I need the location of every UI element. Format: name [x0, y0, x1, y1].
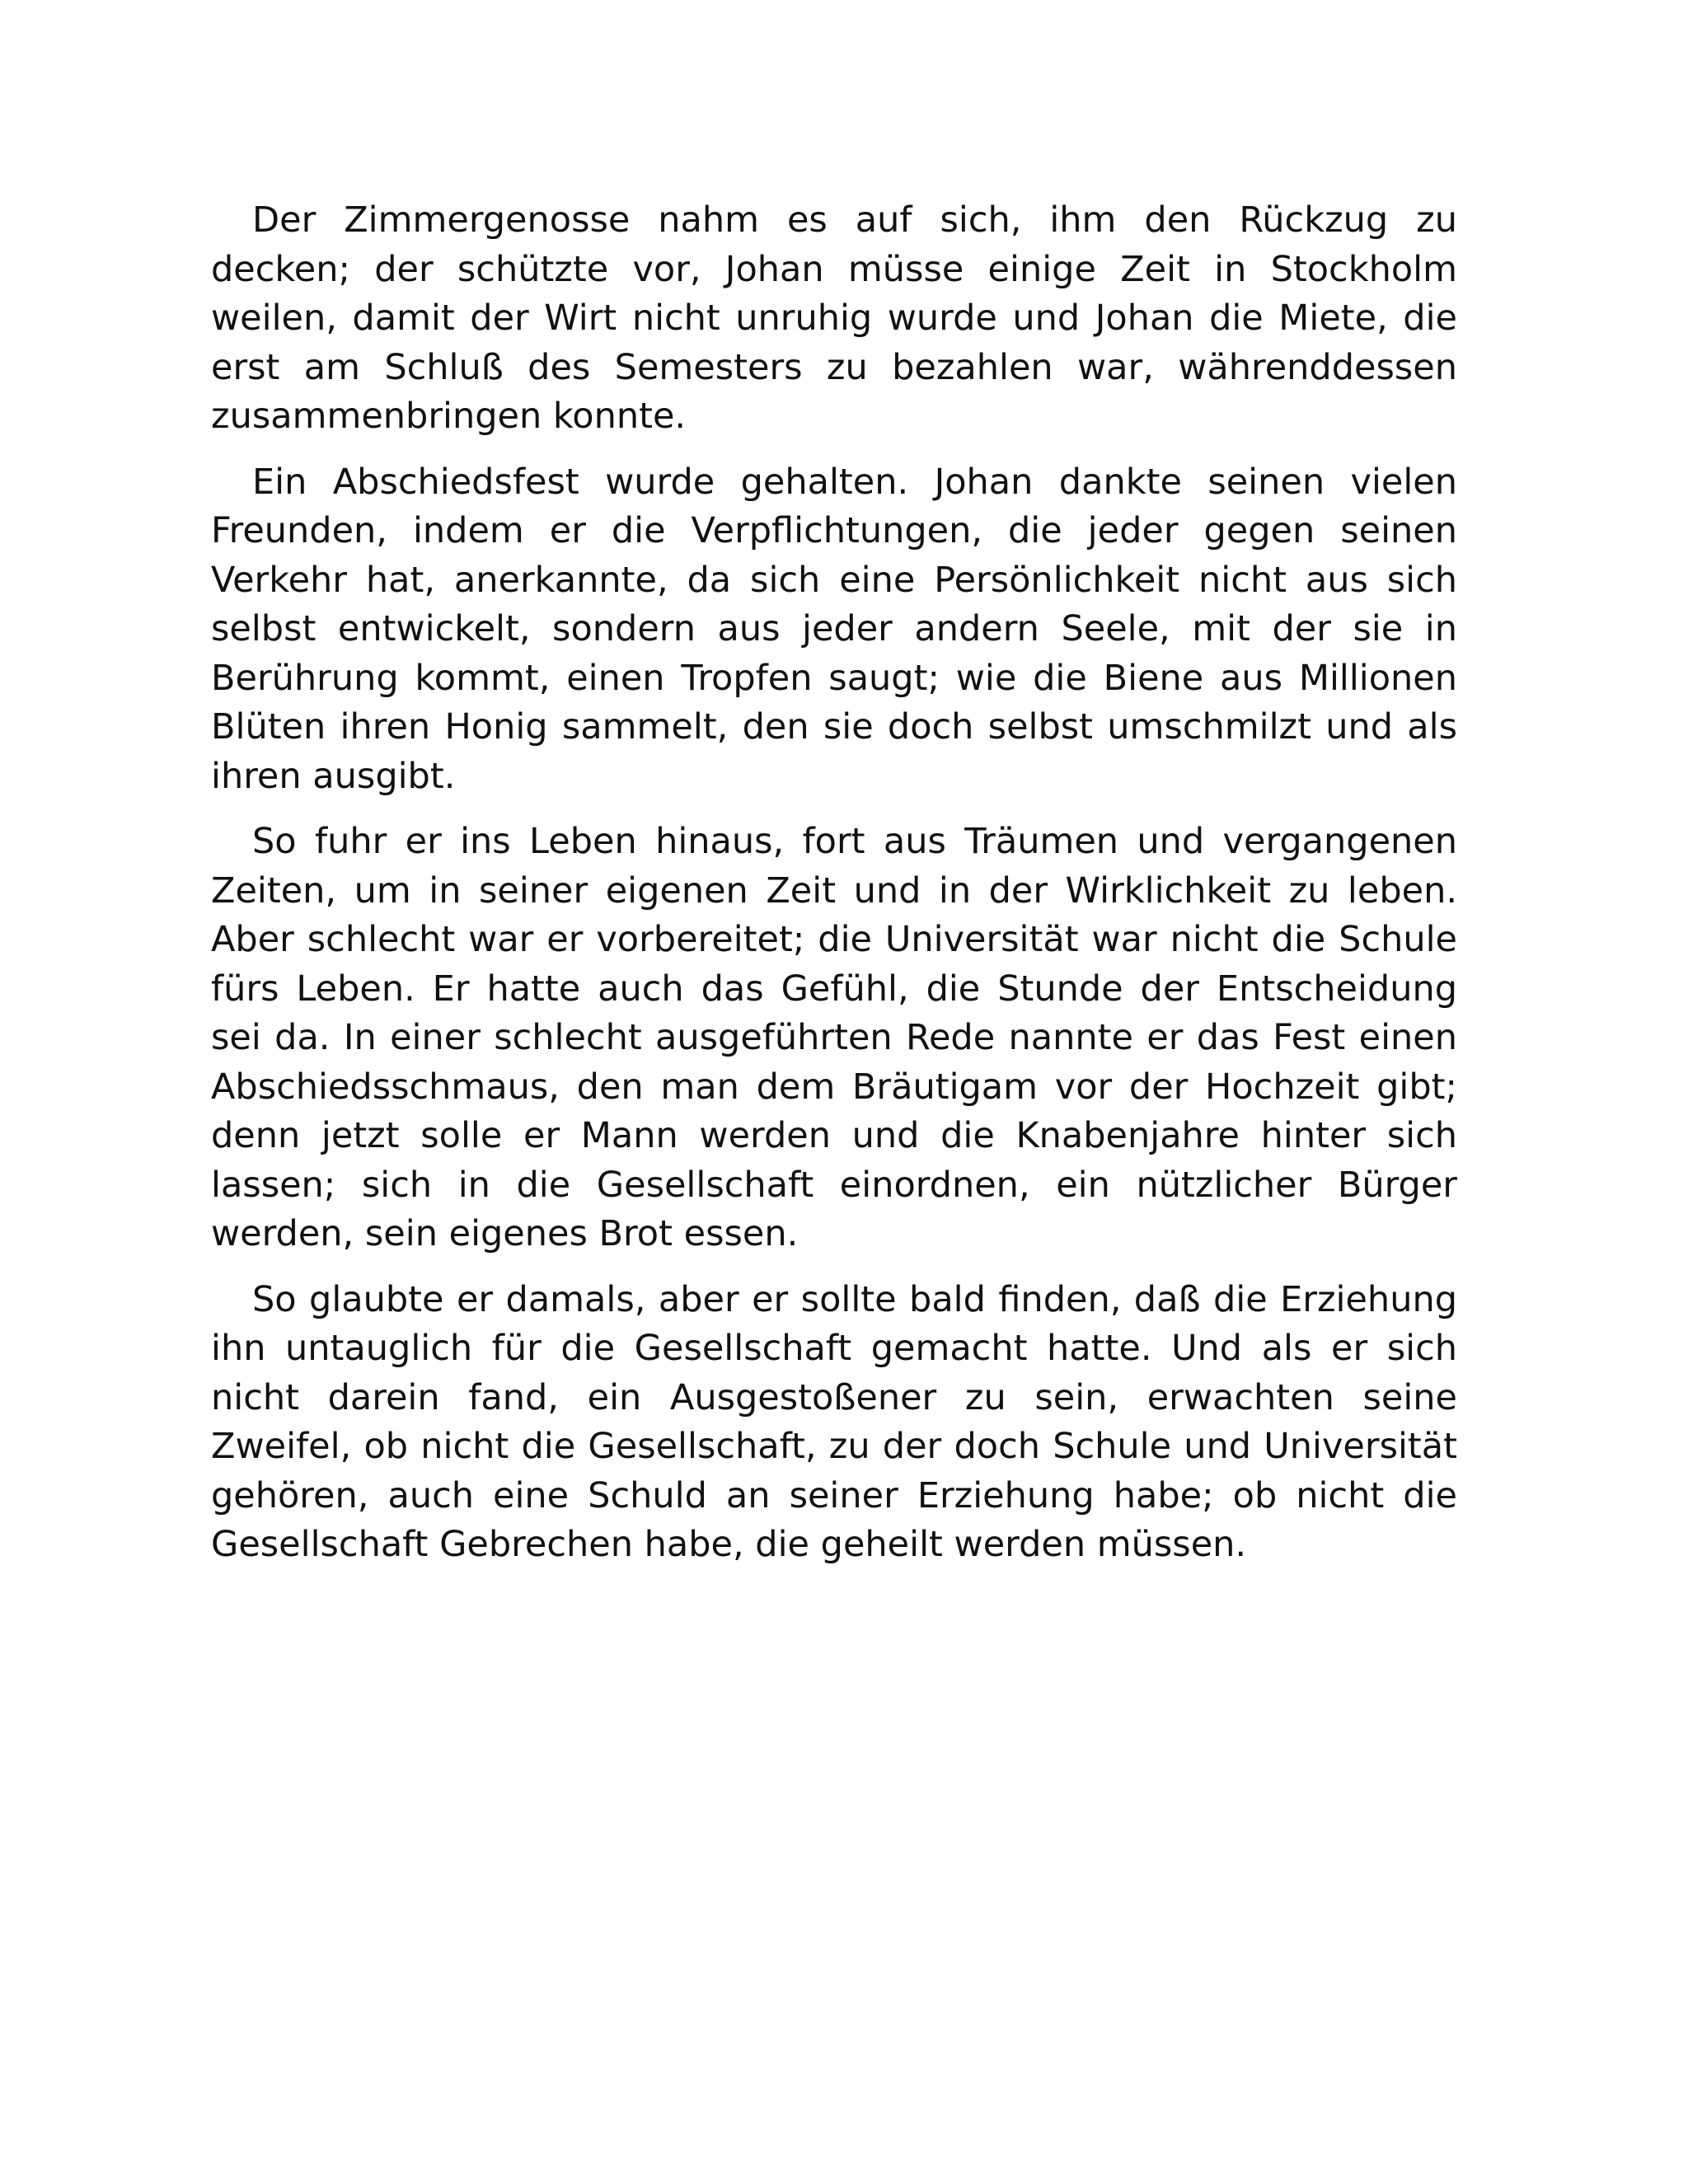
- paragraph-1: Der Zimmergenosse nahm es auf sich, ihm den Rückzug zu decken; der schützte vor, Johan müsse einige Zeit in Stockholm weilen, damit der Wirt nicht unruhig wurde und Johan die Miete, die erst am Schluß des Semesters zu bezahlen war, währenddessen zusammenbringen konnte.: [211, 199, 1457, 437]
- paragraph-3: So fuhr er ins Leben hinaus, fort aus Träumen und vergangenen Zeiten, um in seiner eigenen Zeit und in der Wirklichkeit zu leben. Aber schlecht war er vorbereitet; die Universität war nicht die Schule fürs Leben. Er hatte auch das Gefühl, die Stunde der Entscheidung sei da. In einer schlecht ausgeführten Rede nannte er das Fest einen Abschiedsschmaus, den man dem Bräutigam vor der Hochzeit gibt; denn jetzt solle er Mann werden und die Knabenjahre hinter sich lassen; sich in die Gesellschaft einordnen, ein nützlicher Bürger werden, sein eigenes Brot essen.: [211, 821, 1457, 1254]
- body-text: [211, 196, 1457, 1586]
- paragraph-2: Ein Abschiedsfest wurde gehalten. Johan dankte seinen vielen Freunden, indem er die Verpflichtungen, die jeder gegen seinen Verkehr hat, anerkannte, da sich eine Persönlichkeit nicht aus sich selbst entwickelt, sondern aus jeder andern Seele, mit der sie in Berührung kommt, einen Tropfen saugt; wie die Biene aus Millionen Blüten ihren Honig sammelt, den sie doch selbst umschmilzt und als ihren ausgibt.: [211, 461, 1457, 797]
- paragraph-4: So glaubte er damals, aber er sollte bald finden, daß die Erziehung ihn untauglich für die Gesellschaft gemacht hatte. Und als er sich nicht darein fand, ein Ausgestoßener zu sein, erwachten seine Zweifel, ob nicht die Gesellschaft, zu der doch Schule und Universität gehören, auch eine Schuld an seiner Erziehung habe; ob nicht die Gesellschaft Gebrechen habe, die geheilt werden müssen.: [211, 1278, 1457, 1565]
